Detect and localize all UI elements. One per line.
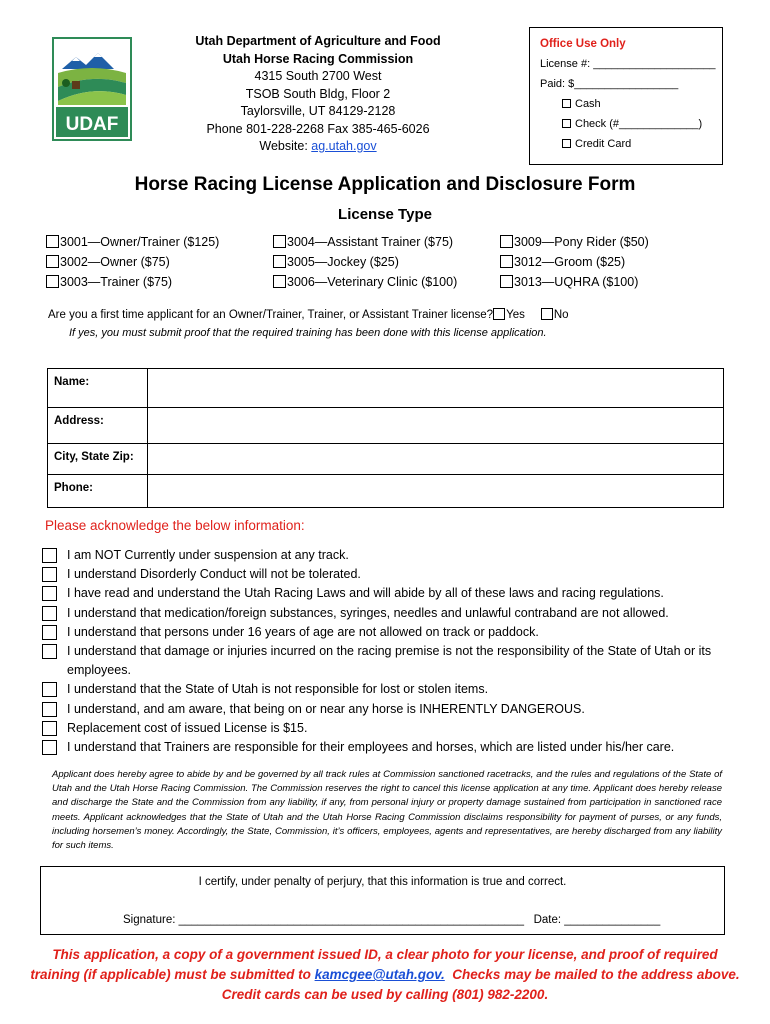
phone-line: Phone 801-228-2268 Fax 385-465-6026 xyxy=(206,121,430,136)
acknowledge-checkbox[interactable] xyxy=(42,586,57,601)
acknowledge-checkbox[interactable] xyxy=(42,625,57,640)
city-state-zip-field[interactable] xyxy=(148,444,724,475)
license-checkbox[interactable] xyxy=(500,235,513,248)
website-link[interactable]: ag.utah.gov xyxy=(311,139,377,153)
footer-line-2-end: Checks may be mailed to the address above. xyxy=(444,967,740,982)
office-use-title: Office Use Only xyxy=(540,38,626,50)
commission-name: Utah Horse Racing Commission xyxy=(222,51,414,66)
acknowledge-text: I understand that Trainers are responsible for their employees and horses, which are listed under his/her care. xyxy=(67,740,675,755)
certification-statement: I certify, under penalty of perjury, that this information is true and correct. xyxy=(198,876,567,888)
credit-card-checkbox[interactable] xyxy=(562,139,571,148)
office-use-box xyxy=(529,27,723,165)
acknowledge-text: I understand, and am aware, that being on or near any horse is INHERENTLY DANGEROUS. xyxy=(67,701,585,716)
license-label: 3009—Pony Rider ($50) xyxy=(514,235,649,249)
footer-line-3: Credit cards can be used by calling (801) 982-2200. xyxy=(221,987,549,1002)
acknowledge-item xyxy=(42,738,732,757)
agency-header xyxy=(168,33,468,156)
license-checkbox[interactable] xyxy=(500,255,513,268)
license-option xyxy=(273,252,457,272)
acknowledge-item xyxy=(42,700,732,719)
name-field[interactable] xyxy=(148,369,724,408)
certification-box xyxy=(40,866,725,935)
acknowledge-item xyxy=(42,546,732,565)
signature-line xyxy=(123,914,660,926)
udaf-logo-graphic xyxy=(54,39,130,139)
acknowledge-checkbox[interactable] xyxy=(42,548,57,563)
cash-label: Cash xyxy=(575,98,601,110)
license-column-1 xyxy=(46,232,219,292)
udaf-logo xyxy=(52,37,132,141)
acknowledge-item xyxy=(42,584,732,603)
license-type-heading: License Type xyxy=(338,206,432,223)
form-title: Horse Racing License Application and Disclosure Form xyxy=(134,174,636,195)
acknowledge-text: I am NOT Currently under suspension at any track. xyxy=(67,548,349,562)
license-checkbox[interactable] xyxy=(273,235,286,248)
address-label: Address: xyxy=(48,408,148,444)
acknowledge-text: Replacement cost of issued License is $15. xyxy=(67,720,308,735)
license-label: 3004—Assistant Trainer ($75) xyxy=(287,235,454,249)
office-paid-field: Paid: $_________________ xyxy=(540,78,679,90)
license-checkbox[interactable] xyxy=(273,275,286,288)
license-checkbox[interactable] xyxy=(500,275,513,288)
acknowledge-text: I have read and understand the Utah Racing Laws and will abide by all of these laws and racing regulations. xyxy=(67,586,664,601)
acknowledge-checkbox[interactable] xyxy=(42,702,57,717)
office-option-credit xyxy=(540,134,722,154)
office-option-cash xyxy=(540,94,722,114)
license-column-3 xyxy=(500,232,649,292)
acknowledge-title: Please acknowledge the below information: xyxy=(45,518,305,533)
acknowledge-checkbox[interactable] xyxy=(42,740,57,755)
acknowledge-checkbox[interactable] xyxy=(42,567,57,582)
cash-checkbox[interactable] xyxy=(562,99,571,108)
office-license-field: License #: ____________________ xyxy=(540,58,716,70)
no-label: No xyxy=(553,309,569,321)
license-label: 3013—UQHRA ($100) xyxy=(514,275,639,289)
first-time-question xyxy=(48,308,569,321)
acknowledge-text: I understand Disorderly Conduct will not be tolerated. xyxy=(67,567,361,582)
address-line-1: 4315 South 2700 West xyxy=(254,69,382,83)
acknowledge-checkbox[interactable] xyxy=(42,682,57,697)
city-line: Taylorsville, UT 84129-2128 xyxy=(240,104,396,118)
acknowledge-item xyxy=(42,623,732,642)
city-state-zip-label: City, State Zip: xyxy=(48,444,148,475)
date-field[interactable]: Date: _______________ xyxy=(533,914,661,926)
acknowledge-text: I understand that damage or injuries incurred on the racing premise is not the responsibility of the State of Utah or its employees. xyxy=(67,644,712,678)
license-option xyxy=(46,252,219,272)
footer-line-2-start: training (if applicable) must be submitted to xyxy=(30,967,315,982)
acknowledge-checkbox[interactable] xyxy=(42,606,57,621)
license-label: 3001—Owner/Trainer ($125) xyxy=(60,235,220,249)
license-checkbox[interactable] xyxy=(46,255,59,268)
license-option xyxy=(500,232,649,252)
footer-line-2 xyxy=(20,965,750,985)
office-option-check xyxy=(540,114,722,134)
license-checkbox[interactable] xyxy=(46,235,59,248)
credit-card-label: Credit Card xyxy=(575,138,632,150)
license-label: 3002—Owner ($75) xyxy=(60,255,170,269)
city-state-zip-row xyxy=(48,444,724,475)
check-label: Check (#_____________) xyxy=(575,118,703,130)
acknowledge-text: I understand that the State of Utah is not responsible for lost or stolen items. xyxy=(67,682,489,697)
applicant-info-table xyxy=(47,368,724,508)
license-label: 3006—Veterinary Clinic ($100) xyxy=(287,275,458,289)
phone-label: Phone: xyxy=(48,475,148,508)
license-label: 3003—Trainer ($75) xyxy=(60,275,173,289)
website-label: Website: xyxy=(259,139,312,153)
disclaimer-text: Applicant does hereby agree to abide by and be governed by all track rules at Commission sanctioned racetracks, and the rules and regulations of the State of Utah and the Utah Horse Racing Commission. The Commission reserves the right to cancel this license application at any time. Applicant does hereby release and discharge the State and the Commission from any liability, if any, from personal injury or property damage sustained from participation in sanctioned race meets. Applicant acknowledges that the State of Utah and the Utah Horse Racing Commission disclaims responsibility for payment of purses, or any funds, including horsemen’s money. Accordingly, the State, Commission, it’s officers, employees, agents and representatives, are hereby discharged from any liability for such items. xyxy=(52,769,722,852)
license-option xyxy=(500,272,649,292)
yes-checkbox[interactable] xyxy=(493,308,505,320)
address-row xyxy=(48,408,724,444)
license-option xyxy=(273,272,457,292)
email-link[interactable]: kamcgee@utah.gov. xyxy=(314,967,445,982)
phone-field[interactable] xyxy=(148,475,724,508)
acknowledge-checkbox[interactable] xyxy=(42,644,57,659)
acknowledge-text: I understand that persons under 16 years of age are not allowed on track or paddock. xyxy=(67,624,539,639)
license-label: 3005—Jockey ($25) xyxy=(287,255,399,269)
no-checkbox[interactable] xyxy=(541,308,553,320)
footer-line-1: This application, a copy of a government issued ID, a clear photo for your license, and proof of required xyxy=(52,947,718,962)
license-label: 3012—Groom ($25) xyxy=(514,255,626,269)
license-option xyxy=(500,252,649,272)
signature-field[interactable]: Signature: ______________________________________________________ xyxy=(123,914,524,926)
license-option xyxy=(273,232,457,252)
name-row xyxy=(48,369,724,408)
check-checkbox[interactable] xyxy=(562,119,571,128)
acknowledge-item xyxy=(42,719,732,738)
website-line xyxy=(168,138,468,156)
acknowledge-checkbox[interactable] xyxy=(42,721,57,736)
first-time-note: If yes, you must submit proof that the required training has been done with this license application. xyxy=(69,327,547,339)
name-label: Name: xyxy=(48,369,148,408)
license-checkbox[interactable] xyxy=(273,255,286,268)
license-option xyxy=(46,232,219,252)
agency-name: Utah Department of Agriculture and Food xyxy=(195,34,441,48)
yes-label: Yes xyxy=(506,309,525,321)
address-line-2: TSOB South Bldg, Floor 2 xyxy=(245,86,391,101)
license-column-2 xyxy=(273,232,457,292)
acknowledge-item xyxy=(42,642,732,680)
acknowledge-item xyxy=(42,680,732,699)
license-option xyxy=(46,272,219,292)
address-field[interactable] xyxy=(148,408,724,444)
acknowledge-item xyxy=(42,565,732,584)
license-checkbox[interactable] xyxy=(46,275,59,288)
logo-text: UDAF xyxy=(65,114,119,135)
phone-row xyxy=(48,475,724,508)
acknowledge-list xyxy=(42,546,732,757)
acknowledge-text: I understand that medication/foreign substances, syringes, needles and unlawful contraband are not allowed. xyxy=(67,605,669,620)
acknowledge-item xyxy=(42,604,732,623)
submission-instructions xyxy=(20,945,750,1005)
first-time-question-text: Are you a first time applicant for an Owner/Trainer, Trainer, or Assistant Trainer license? xyxy=(48,309,494,321)
